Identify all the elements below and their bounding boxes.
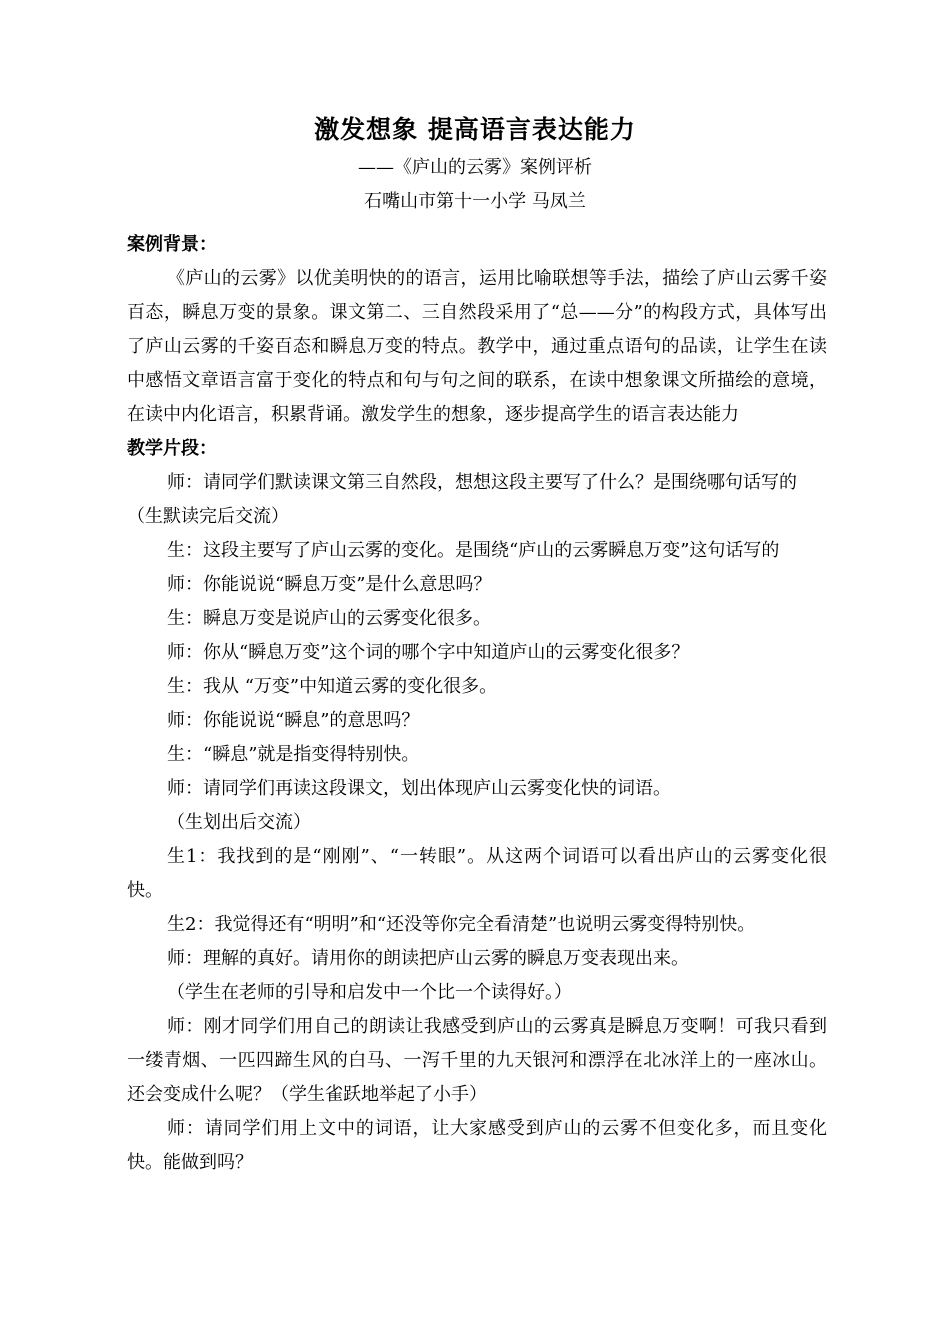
dialogue-line: （生默读完后交流） <box>127 506 289 527</box>
dialogue-line: （生划出后交流） <box>167 812 311 833</box>
dialogue-line: （学生在老师的引导和启发中一个比一个读得好。） <box>167 982 572 1003</box>
dialogue-line: 师：请同学们默读课文第三自然段，想想这段主要写了什么？是围绕哪句话写的 <box>167 472 797 493</box>
dialogue-line: 生：我从 “万变”中知道云雾的变化很多。 <box>167 676 498 697</box>
dialogue-line: 师：请同学们再读这段课文，划出体现庐山云雾变化快的词语。 <box>167 778 671 799</box>
dialogue-line: 生1：我找到的是“刚刚”、“一转眼”。从这两个词语可以看出庐山的云雾变化很快。 <box>127 846 827 901</box>
background-heading: 案例背景： <box>127 234 217 255</box>
document-subtitle: ——《庐山的云雾》案例评析 <box>358 157 592 178</box>
dialogue-line: 生2：我觉得还有“明明”和“还没等你完全看清楚”也说明云雾变得特别快。 <box>167 914 756 935</box>
document-title: 激发想象 提高语言表达能力 <box>314 115 636 144</box>
dialogue-line: 生：瞬息万变是说庐山的云雾变化很多。 <box>167 608 491 629</box>
dialogue-line: 师：你能说说“瞬息”的意思吗？ <box>167 710 420 731</box>
dialogue-line: 师：你从“瞬息万变”这个词的哪个字中知道庐山的云雾变化很多？ <box>167 642 690 663</box>
dialogue-line: 师：理解的真好。请用你的朗读把庐山云雾的瞬息万变表现出来。 <box>167 948 689 969</box>
dialogue-line: 师：刚才同学们用自己的朗读让我感受到庐山的云雾真是瞬息万变啊！可我只看到一缕青烟、一匹四蹄生风的白马、一泻千里的九天银河和漂浮在北冰洋上的一座冰山。还会变成什么呢？（学生雀跃地举起了小手） <box>127 1016 827 1105</box>
dialogue-line: 师：请同学们用上文中的词语，让大家感受到庐山的云雾不但变化多，而且变化快。能做到吗？ <box>127 1118 827 1173</box>
dialogue-line: 生：“瞬息”就是指变得特别快。 <box>167 744 420 765</box>
background-paragraph: 《庐山的云雾》以优美明快的的语言，运用比喻联想等手法，描绘了庐山云雾千姿百态，瞬息万变的景象。课文第二、三自然段采用了“总——分”的构段方式，具体写出了庐山云雾的千姿百态和瞬息万变的特点。教学中，通过重点语句的品读，让学生在读中感悟文章语言富于变化的特点和句与句之间的联系，在读中想象课文所描绘的意境，在读中内化语言，积累背诵。激发学生的想象，逐步提高学生的语言表达能力 <box>127 268 827 425</box>
document-author: 石嘴山市第十一小学 马凤兰 <box>364 191 586 212</box>
document-body <box>127 228 827 1180</box>
segment-heading: 教学片段： <box>127 438 217 459</box>
dialogue-line: 生：这段主要写了庐山云雾的变化。是围绕“庐山的云雾瞬息万变”这句话写的 <box>167 540 780 561</box>
dialogue-line: 师：你能说说“瞬息万变”是什么意思吗？ <box>167 574 492 595</box>
